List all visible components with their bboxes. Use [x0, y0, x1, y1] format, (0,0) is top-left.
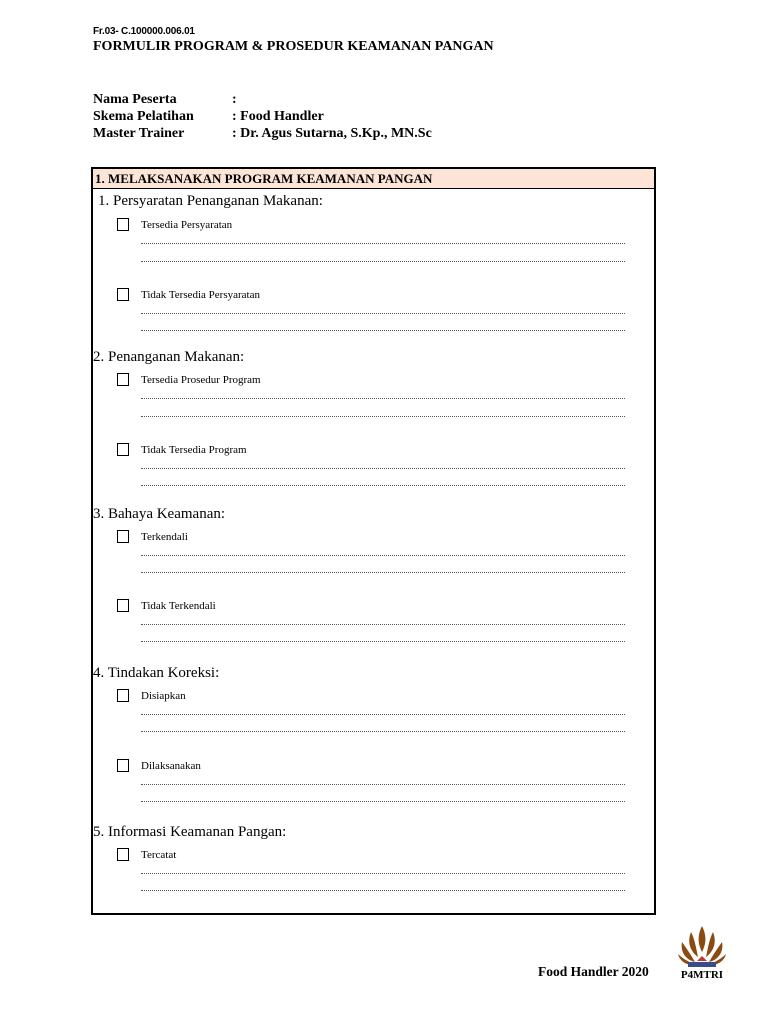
form-section	[91, 167, 656, 915]
option-item	[117, 689, 637, 745]
answer-line[interactable]	[141, 714, 625, 715]
checkbox[interactable]	[117, 759, 129, 772]
answer-line[interactable]	[141, 784, 625, 785]
form-code: Fr.03- C.100000.006.01	[93, 26, 195, 37]
answer-line[interactable]	[141, 398, 625, 399]
info-label: Skema Pelatihan	[93, 109, 194, 124]
checkbox[interactable]	[117, 599, 129, 612]
participant-info	[93, 91, 432, 142]
checkbox[interactable]	[117, 689, 129, 702]
option-label: Tersedia Persyaratan	[141, 219, 233, 231]
option-item	[117, 599, 637, 655]
checkbox[interactable]	[117, 443, 129, 456]
answer-line[interactable]	[141, 330, 625, 331]
info-row-trainer	[93, 125, 432, 142]
answer-line[interactable]	[141, 624, 625, 625]
answer-line[interactable]	[141, 416, 625, 417]
option-label: Terkendali	[141, 531, 188, 543]
question-label: 5. Informasi Keamanan Pangan:	[93, 824, 287, 840]
organization-logo	[676, 924, 728, 984]
question-label: 3. Bahaya Keamanan:	[93, 506, 226, 522]
section-header: 1. MELAKSANAKAN PROGRAM KEAMANAN PANGAN	[93, 169, 654, 189]
option-label: Dilaksanakan	[141, 760, 201, 772]
answer-line[interactable]	[141, 261, 625, 262]
question-label: 2. Penanganan Makanan:	[93, 349, 245, 365]
answer-line[interactable]	[141, 572, 625, 573]
info-value: :	[232, 92, 237, 107]
info-label: Master Trainer	[93, 126, 185, 141]
logo-text: P4MTRI	[680, 969, 724, 981]
question-label: 4. Tindakan Koreksi:	[93, 665, 220, 681]
answer-line[interactable]	[141, 641, 625, 642]
answer-line[interactable]	[141, 801, 625, 802]
flame-emblem-logo-icon	[676, 924, 728, 984]
option-item	[117, 848, 637, 904]
option-label: Tidak Terkendali	[141, 600, 216, 612]
answer-line[interactable]	[141, 890, 625, 891]
answer-line[interactable]	[141, 555, 625, 556]
answer-line[interactable]	[141, 468, 625, 469]
answer-line[interactable]	[141, 731, 625, 732]
option-label: Tercatat	[141, 849, 177, 861]
info-row-participant	[93, 91, 432, 108]
option-item	[117, 530, 637, 586]
info-label: Nama Peserta	[93, 92, 177, 107]
info-value: : Food Handler	[232, 109, 324, 124]
document-title: FORMULIR PROGRAM & PROSEDUR KEAMANAN PANGAN	[93, 39, 494, 54]
option-item	[117, 443, 637, 499]
option-label: Tersedia Prosedur Program	[141, 374, 261, 386]
option-item	[117, 373, 637, 429]
info-row-scheme	[93, 108, 432, 125]
checkbox[interactable]	[117, 848, 129, 861]
info-value: : Dr. Agus Sutarna, S.Kp., MN.Sc	[232, 126, 432, 141]
answer-line[interactable]	[141, 873, 625, 874]
checkbox[interactable]	[117, 288, 129, 301]
option-label: Disiapkan	[141, 690, 186, 702]
checkbox[interactable]	[117, 218, 129, 231]
answer-line[interactable]	[141, 313, 625, 314]
option-label: Tidak Tersedia Program	[141, 444, 247, 456]
answer-line[interactable]	[141, 485, 625, 486]
option-label: Tidak Tersedia Persyaratan	[141, 289, 260, 301]
option-item	[117, 288, 637, 344]
checkbox[interactable]	[117, 530, 129, 543]
checkbox[interactable]	[117, 373, 129, 386]
option-item	[117, 218, 637, 274]
footer-text: Food Handler 2020	[538, 964, 649, 979]
question-label: 1. Persyaratan Penanganan Makanan:	[98, 193, 323, 209]
option-item	[117, 759, 637, 815]
answer-line[interactable]	[141, 243, 625, 244]
